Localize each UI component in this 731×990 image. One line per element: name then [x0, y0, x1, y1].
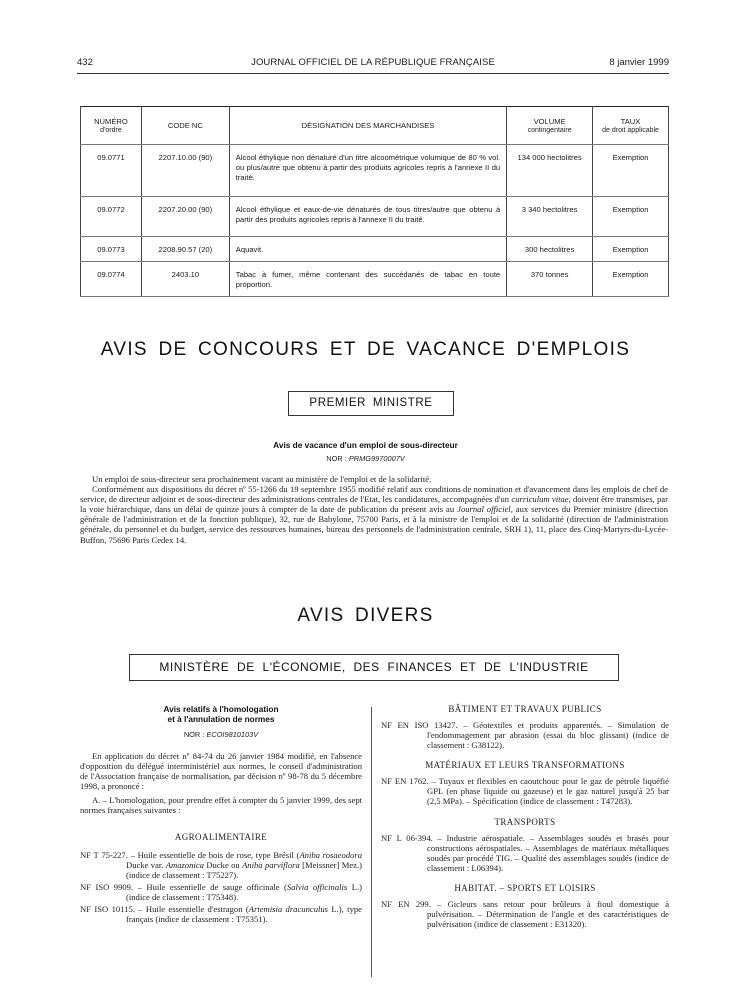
- column-header-taux: TAUX de droit applicable: [593, 107, 669, 145]
- left-column: [80, 704, 362, 924]
- section-title-concours: AVIS DE CONCOURS ET DE VACANCE D'EMPLOIS: [100, 339, 631, 360]
- cell-volume: 134 000 hectolitres: [507, 145, 593, 197]
- nor-label: NOR :: [183, 730, 205, 739]
- vacance-notice-body: [80, 474, 668, 545]
- table-row: [81, 262, 669, 297]
- cell-numero: 09.0774: [81, 262, 142, 297]
- page-number: 432: [77, 57, 93, 68]
- cell-designation: Alcool éthylique et eaux-de-vie dénaturés de tous titres/autre que obtenu à partir des produits agricoles repris à l'annexe II du traité.: [229, 197, 506, 237]
- column-divider: [371, 707, 372, 977]
- ministry-box-premier-ministre: PREMIER MINISTRE: [288, 391, 454, 416]
- column-header-designation: DÉSIGNATION DES MARCHANDISES: [229, 107, 506, 145]
- nor-reference: [0, 454, 731, 463]
- normes-intro: [80, 751, 362, 816]
- category-heading: BÂTIMENT ET TRAVAUX PUBLICS: [448, 704, 602, 714]
- cell-taux: Exemption: [593, 197, 669, 237]
- cell-numero: 09.0771: [81, 145, 142, 197]
- category-heading: TRANSPORTS: [494, 816, 556, 827]
- norm-entry: NF EN ISO 13427. – Géotextiles et produits apparentés. – Simulation de l'endommagement par abrasion (essai du bloc glissant) (indice de classement : G38122).: [381, 720, 669, 751]
- norm-entry: NF L 06-394. – Industrie aérospatiale. – Assemblages soudés et brasés pour constructions aérospatiales. – Assemblages de matériaux métalliques soudés par procédé TIG. – Qualité des assemblages soudés (indice de classement : L06394).: [381, 832, 670, 873]
- cell-volume: 370 tonnes: [507, 262, 593, 297]
- column-header-volume: VOLUME contingentaire: [507, 107, 593, 145]
- nor-code: PRMG9970007V: [348, 454, 405, 463]
- cell-code-nc: 2208.90.57 (20): [141, 237, 229, 262]
- cell-designation: Alcool éthylique non dénaturé d'un titre alcoométrique volumique de 80 % vol. ou plus/autre que obtenu à partir des produits agricoles repris à l'annexe II du traité.: [229, 145, 506, 197]
- norm-entry: NF ISO 10115. – Huile essentielle d'estragon (Artemisia dracunculus L.), type français (indice de classement : T75351).: [80, 904, 362, 925]
- cell-numero: 09.0772: [81, 197, 142, 237]
- section-title-avis-divers: AVIS DIVERS: [297, 605, 434, 626]
- nor-reference: [80, 730, 362, 739]
- norm-entry: NF ISO 9909. – Huile essentielle de sauge officinale (Salvia officinalis L.) (indice de classement : T75348).: [80, 881, 362, 902]
- table-row: [81, 145, 669, 197]
- notice-title-vacance: Avis de vacance d'un emploi de sous-directeur: [273, 440, 458, 450]
- right-column: [381, 704, 669, 929]
- cell-volume: 3 340 hectolitres: [507, 197, 593, 237]
- cell-designation: Aquavit.: [229, 237, 506, 262]
- header-divider: [77, 73, 669, 74]
- table-row: [81, 237, 669, 262]
- column-header-code-nc: CODE NC: [141, 107, 229, 145]
- category-heading: HABITAT. – SPORTS ET LOISIRS: [454, 882, 596, 893]
- norm-entry: NF EN 1762. – Tuyaux et flexibles en caoutchouc pour le gaz de pétrole liquéfié GPL (en phase liquide ou gazeuse) et le gaz naturel jusqu'à 25 bar (2,5 MPa). – Spécification (indice de classement : T47283).: [381, 776, 669, 807]
- ministry-box-economie: MINISTÈRE DE L'ÉCONOMIE, DES FINANCES ET DE L'INDUSTRIE: [129, 654, 619, 681]
- cell-code-nc: 2207.10.00 (90): [141, 145, 229, 197]
- quota-goods-table: [80, 106, 669, 297]
- cell-code-nc: 2207.20.00 (90): [141, 197, 229, 237]
- cell-volume: 300 hectolitres: [507, 237, 593, 262]
- nor-label: NOR :: [326, 454, 347, 463]
- column-header-numero: NUMÉRO d'ordre: [81, 107, 142, 145]
- running-header: [77, 57, 669, 71]
- nor-code: ECOI9810103V: [206, 730, 259, 739]
- norm-entry: NF EN 299. – Gicleurs sans retour pour brûleurs à fioul domestique à pulvérisation. – Détermination de l'angle et des caractéristiques de pulvérisation (indice de classement : E31320).: [381, 898, 670, 930]
- norm-entry: NF T 75-227. – Huile essentielle de bois de rose, type Brésil (Aniba rosaeodora Ducke var. Amazonica Ducke ou Aniba parviflora [Meissner] Mez.) (indice de classement : T75227).: [80, 849, 363, 880]
- category-heading: AGROALIMENTAIRE: [174, 831, 268, 842]
- publication-title: JOURNAL OFFICIEL DE LA RÉPUBLIQUE FRANÇAISE: [251, 57, 495, 68]
- table-header-row: [81, 107, 669, 145]
- paragraph: Conformément aux dispositions du décret nº 55-1266 du 19 septembre 1955 modifié relatif aux conditions de nomination et d'avancement dans les emplois de chef de service, de directeur adjoint et de sous-directeur des administrations centrales de l'Etat, les candidatures, accompagnées d'un curriculum vitae, doivent être transmises, par la voie hiérarchique, dans un délai de quinze jours à compter de la date de publication du présent avis au Journal officiel, aux services du Premier ministre (direction générale de l'administration et de la fonction publique), 32, rue de Babylone, 75700 Paris, et à la ministre de l'emploi et de la solidarité (direction de l'administration générale, du personnel et du budget, service des ressources humaines, bureau des personnels de l'administration centrale, SRH 1), 11, place des Cinq-Martyrs-du-Lycée-Buffon, 75696 Paris Cedex 14.: [80, 484, 669, 545]
- cell-numero: 09.0773: [81, 237, 142, 262]
- notice-title-normes: Avis relatifs à l'homologation et à l'annulation de normes: [163, 704, 279, 724]
- paragraph: A. – L'homologation, pour prendre effet à compter du 5 janvier 1999, des sept normes françaises suivantes :: [80, 795, 362, 816]
- paragraph: En application du décret nº 84-74 du 26 janvier 1984 modifié, en l'absence d'opposition du délégué interministériel aux normes, le conseil d'administration de l'Association française de normalisation, par décision nº 98-78 du 5 décembre 1998, a prononcé :: [80, 751, 362, 792]
- table-row: [81, 197, 669, 237]
- paragraph: Un emploi de sous-directeur sera prochainement vacant au ministère de l'emploi et de la solidarité.: [92, 474, 432, 484]
- publication-date: 8 janvier 1999: [609, 57, 669, 68]
- cell-taux: Exemption: [593, 262, 669, 297]
- cell-taux: Exemption: [593, 237, 669, 262]
- category-heading: MATÉRIAUX ET LEURS TRANSFORMATIONS: [425, 760, 625, 771]
- cell-designation: Tabac à fumer, même contenant des succédanés de tabac en toute proportion.: [229, 262, 506, 297]
- cell-taux: Exemption: [593, 145, 669, 197]
- cell-code-nc: 2403.10: [141, 262, 229, 297]
